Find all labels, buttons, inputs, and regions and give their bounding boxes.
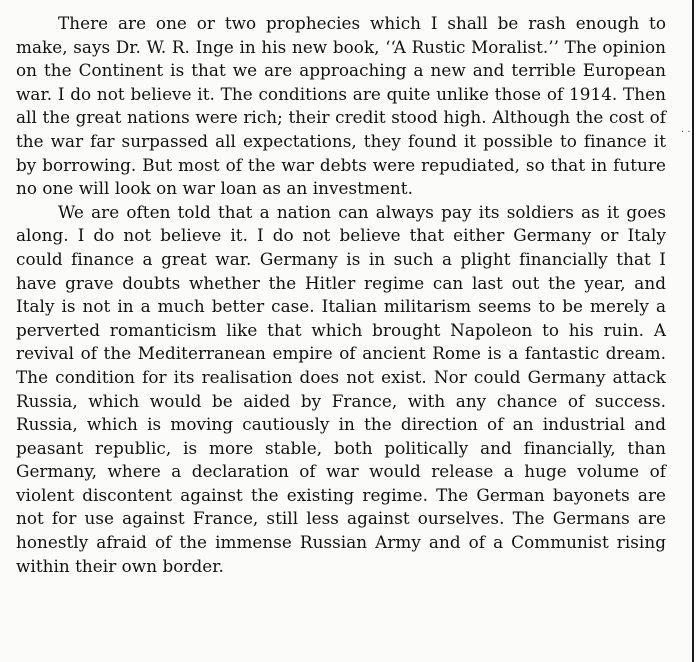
article-paragraph-2: We are often told that a nation can always pay its soldiers as it goes along. I do not believe it. I do not believe that either Germany or Italy could finance a great war. Germany is in such a plight financially that I have grave doubts whether the Hitler regime can last out the year, and Italy is not in a much better case. Italian militarism seems to be merely a perverted romanticism like that which brought Napoleon to his ruin. A revival of the Mediterranean empire of ancient Rome is a fantastic dream. The condition for its realisation does not exist. Nor could Germany attack Russia, which would be aided by France, with any chance of success. Russia, which is moving cautiously in the direction of an industrial and peasant republic, is more stable, both politically and financially, than Germany, where a declaration of war would release a huge volume of violent discontent against the existing regime. The German bayonets are not for use against France, still less against ourselves. The Germans are honestly afraid of the immense Russian Army and of a Communist rising within their own border. — [16, 201, 666, 576]
print-speck: . . — [681, 124, 691, 135]
article-paragraph-1: There are one or two prophecies which I shall be rash enough to make, says Dr. W. R. Inge in his new book, ‘‘A Rustic Moralist.’’ The opinion on the Continent is that we are approaching a new and terrible European war. I do not believe it. The conditions are quite unlike those of 1914. Then all the great nations were rich; their credit stood high. Although the cost of the war far surpassed all expectations, they found it possible to finance it by borrowing. But most of the war debts were repudiated, so that in future no one will look on war loan as an investment. — [16, 13, 666, 199]
article-body — [16, 12, 666, 578]
